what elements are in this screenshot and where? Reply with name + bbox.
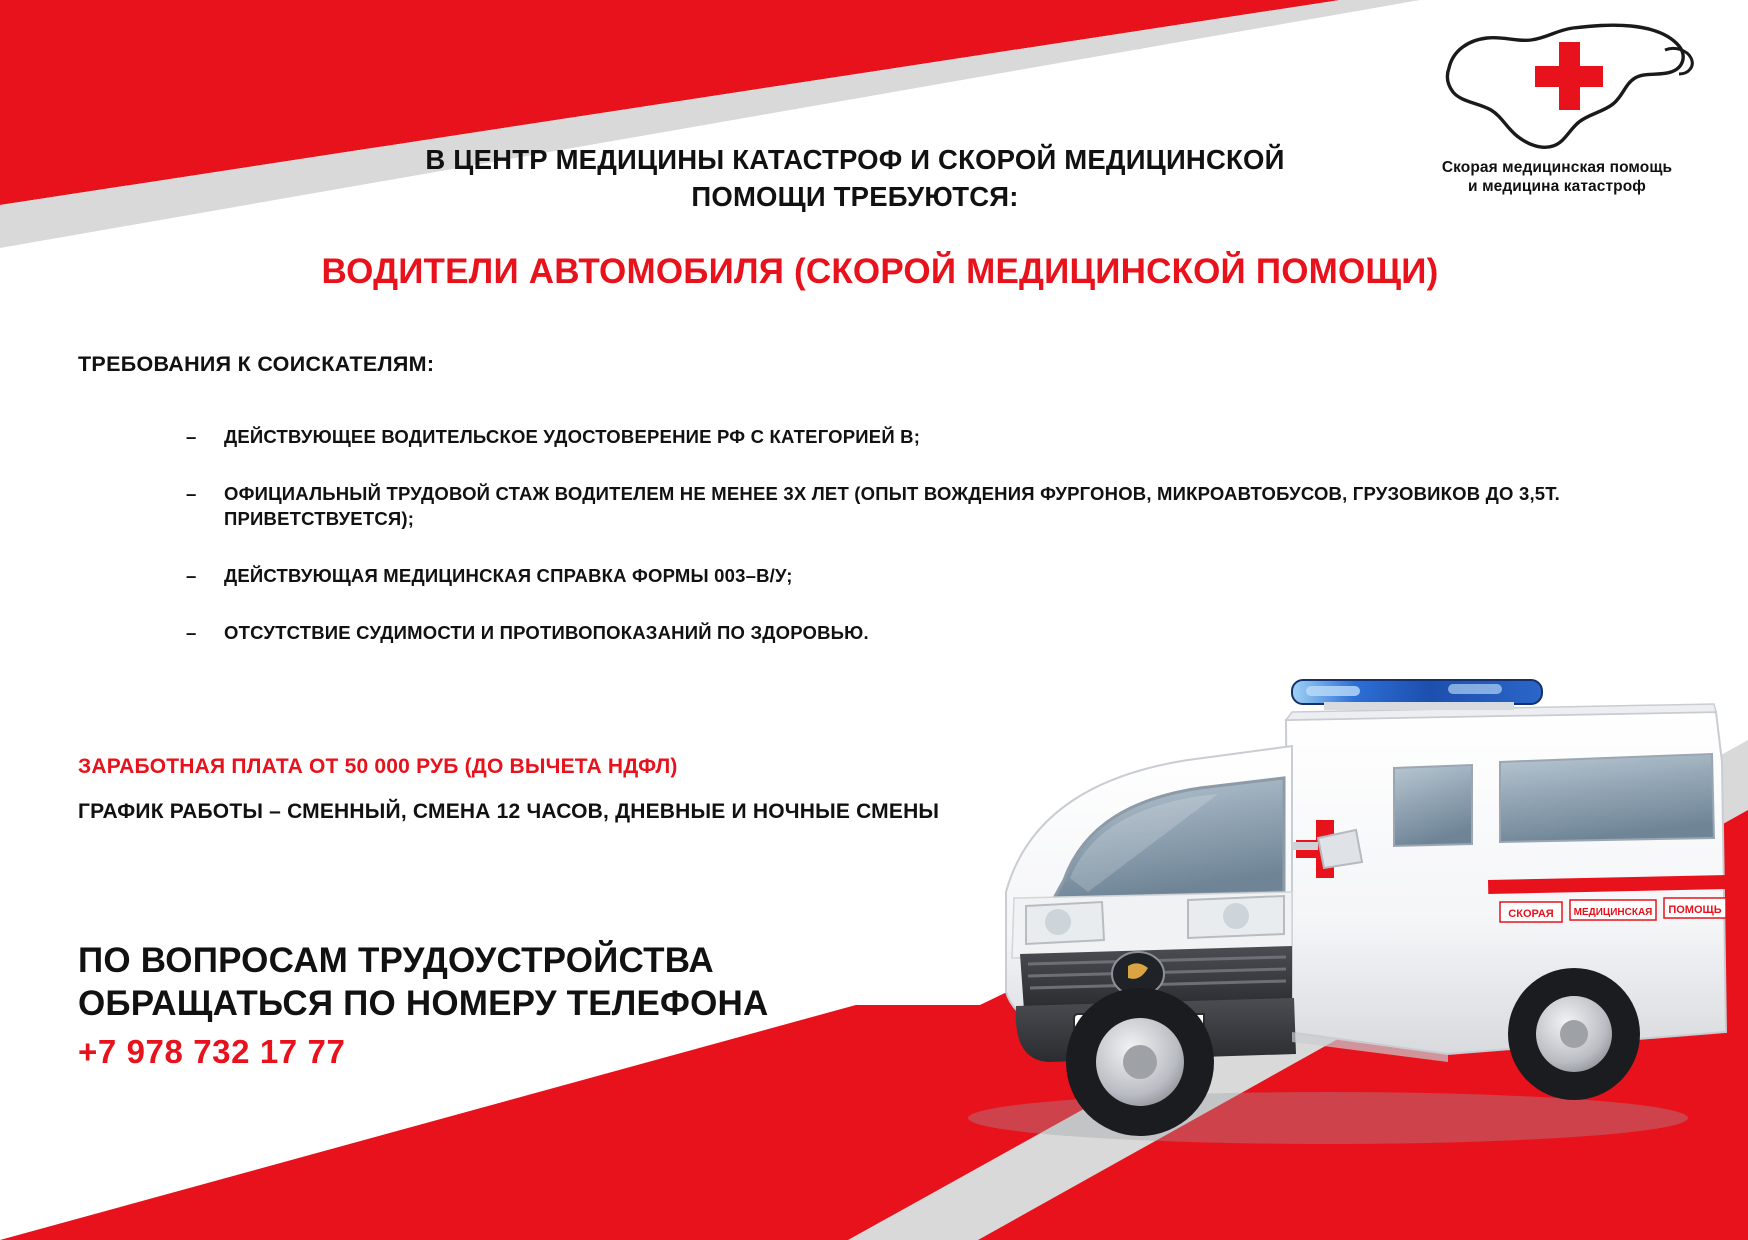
requirement-item	[186, 482, 1586, 532]
headline	[300, 142, 1410, 215]
bullet-dash: –	[186, 482, 197, 504]
crimea-map-icon	[1407, 6, 1707, 156]
requirement-text: ДЕЙСТВУЮЩАЯ МЕДИЦИНСКАЯ СПРАВКА ФОРМЫ 003–В/У;	[224, 564, 793, 586]
vehicle-side-text-1: СКОРАЯ	[1508, 908, 1554, 920]
schedule-text: ГРАФИК РАБОТЫ – СМЕННЫЙ, СМЕНА 12 ЧАСОВ, ДНЕВНЫЕ И НОЧНЫЕ СМЕНЫ	[78, 800, 940, 823]
contact-line1: ПО ВОПРОСАМ ТРУДОУСТРОЙСТВА	[78, 941, 714, 980]
red-cross-icon	[1535, 42, 1603, 110]
logo-caption-line1: Скорая медицинская помощь	[1441, 159, 1673, 176]
logo-caption	[1402, 158, 1712, 197]
organization-logo	[1402, 6, 1712, 221]
bullet-dash: –	[186, 621, 197, 643]
requirements-title: ТРЕБОВАНИЯ К СОИСКАТЕЛЯМ:	[78, 352, 435, 376]
requirement-text: ОТСУТСТВИЕ СУДИМОСТИ И ПРОТИВОПОКАЗАНИЙ ПО ЗДОРОВЬЮ.	[224, 621, 869, 643]
contact-phone[interactable]: +7 978 732 17 77	[78, 1033, 346, 1071]
logo-caption-line2: и медицина катастроф	[1468, 178, 1646, 196]
job-title: ВОДИТЕЛИ АВТОМОБИЛЯ (СКОРОЙ МЕДИЦИНСКОЙ ПОМОЩИ)	[321, 252, 1439, 291]
vehicle-side-text-2: МЕДИЦИНСКАЯ	[1573, 907, 1653, 918]
requirement-item	[186, 564, 1586, 589]
headline-line1: В ЦЕНТР МЕДИЦИНЫ КАТАСТРОФ И СКОРОЙ МЕДИЦИНСКОЙ	[425, 144, 1285, 175]
requirement-text: ДЕЙСТВУЮЩЕЕ ВОДИТЕЛЬСКОЕ УДОСТОВЕРЕНИЕ РФ С КАТЕГОРИЕЙ В;	[224, 426, 921, 447]
contact-line2: ОБРАЩАТЬСЯ ПО НОМЕРУ ТЕЛЕФОНА	[78, 983, 769, 1023]
bullet-dash: –	[186, 564, 197, 586]
requirements-list	[186, 425, 1586, 678]
salary-text: ЗАРАБОТНАЯ ПЛАТА ОТ 50 000 РУБ (ДО ВЫЧЕТА НДФЛ)	[78, 755, 678, 778]
headline-line2: ПОМОЩИ ТРЕБУЮТСЯ:	[691, 180, 1019, 212]
requirement-text: ОФИЦИАЛЬНЫЙ ТРУДОВОЙ СТАЖ ВОДИТЕЛЕМ НЕ МЕНЕЕ 3Х ЛЕТ (ОПЫТ ВОЖДЕНИЯ ФУРГОНОВ, МИКРОАВТОБУСОВ, ГРУЗОВИКОВ ДО 3,5Т. ПРИВЕТСТВУЕТСЯ);	[224, 482, 1561, 529]
requirement-item	[186, 621, 1586, 646]
vehicle-side-text-3: ПОМОЩЬ	[1668, 904, 1722, 916]
contact-block	[78, 940, 938, 1071]
requirement-item	[186, 425, 1586, 450]
bullet-dash: –	[186, 426, 197, 447]
